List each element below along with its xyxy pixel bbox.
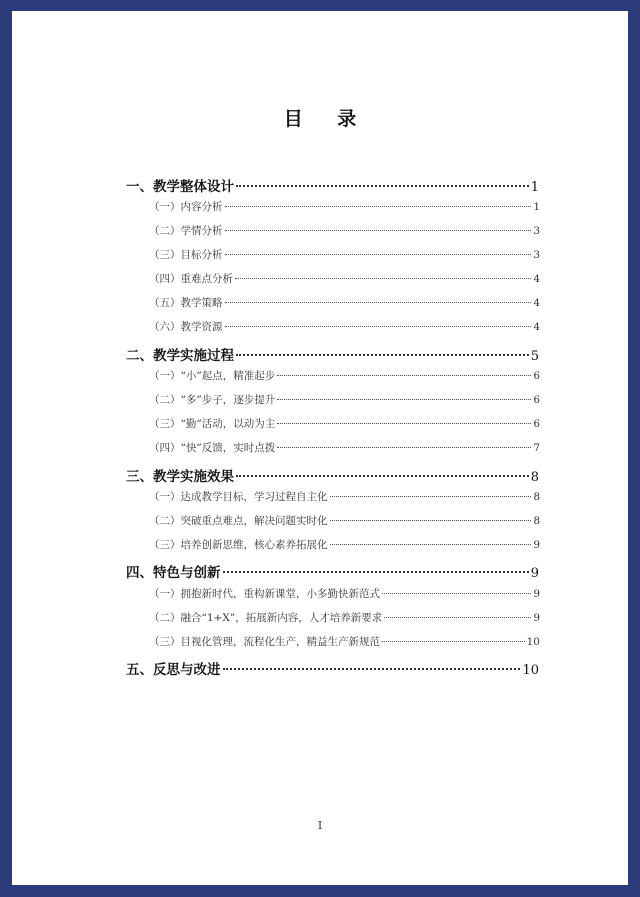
toc-entry-page: 6 bbox=[533, 418, 540, 430]
toc-entry-label: （二）突破重点难点，解决问题实时化 bbox=[149, 515, 328, 527]
toc-subsection-entry[interactable] bbox=[149, 319, 540, 334]
toc-entry-page: 10 bbox=[526, 636, 540, 648]
dot-leader bbox=[223, 571, 529, 573]
toc-subsection-entry[interactable] bbox=[149, 392, 540, 407]
toc-entry-label: （六）教学资源 bbox=[149, 321, 223, 333]
toc-entry-label: 三、教学实施效果 bbox=[126, 469, 234, 485]
dot-leader bbox=[382, 641, 525, 642]
dot-leader bbox=[236, 185, 529, 187]
dot-leader bbox=[236, 475, 529, 477]
dot-leader bbox=[277, 399, 531, 400]
toc-entry-page: 8 bbox=[530, 470, 539, 485]
toc-subsection-entry[interactable] bbox=[149, 271, 540, 286]
dot-leader bbox=[235, 278, 531, 279]
dot-leader bbox=[223, 668, 521, 670]
dot-leader bbox=[382, 593, 531, 594]
toc-entry-label: 四、特色与创新 bbox=[126, 565, 221, 581]
toc-entry-label: （三）目视化管理，流程化生产，精益生产新规范 bbox=[149, 636, 380, 648]
toc-entry-label: （三）“勤”活动，以动为主 bbox=[149, 418, 276, 430]
toc-entry-page: 9 bbox=[533, 612, 540, 624]
toc-subsection-entry[interactable] bbox=[149, 489, 540, 504]
toc-entry-page: 1 bbox=[530, 180, 539, 195]
toc-entry-page: 8 bbox=[533, 515, 540, 527]
dot-leader bbox=[277, 423, 531, 424]
toc-subsection-entry[interactable] bbox=[149, 199, 540, 214]
dot-leader bbox=[330, 544, 532, 545]
dot-leader bbox=[330, 496, 532, 497]
toc-section-entry[interactable] bbox=[126, 465, 539, 485]
dot-leader bbox=[225, 302, 532, 303]
toc-subsection-entry[interactable] bbox=[149, 223, 540, 238]
toc-entry-page: 1 bbox=[533, 201, 540, 213]
toc-subsection-entry[interactable] bbox=[149, 416, 540, 431]
toc-subsection-entry[interactable] bbox=[149, 247, 540, 262]
toc-entry-label: （一）达成教学目标，学习过程自主化 bbox=[149, 491, 328, 503]
toc-entry-page: 3 bbox=[533, 225, 540, 237]
toc-section-entry[interactable] bbox=[126, 175, 539, 195]
toc-subsection-entry[interactable] bbox=[149, 440, 540, 455]
dot-leader bbox=[225, 254, 532, 255]
document-page bbox=[12, 11, 628, 885]
toc-entry-label: （四）重难点分析 bbox=[149, 273, 233, 285]
toc-entry-page: 9 bbox=[533, 539, 540, 551]
toc-entry-label: （一）拥抱新时代，重构新课堂，小多勤快新范式 bbox=[149, 588, 380, 600]
toc-entry-page: 5 bbox=[530, 349, 539, 364]
toc-entry-page: 6 bbox=[533, 370, 540, 382]
toc-entry-label: （三）培养创新思维，核心素养拓展化 bbox=[149, 539, 328, 551]
toc-subsection-entry[interactable] bbox=[149, 513, 540, 528]
toc-section-entry[interactable] bbox=[126, 344, 539, 364]
toc-entry-label: （二）学情分析 bbox=[149, 225, 223, 237]
page-number: I bbox=[317, 819, 323, 832]
toc-subsection-entry[interactable] bbox=[149, 368, 540, 383]
toc-entry-page: 3 bbox=[533, 249, 540, 261]
dot-leader bbox=[277, 447, 531, 448]
toc-title: 目 录 bbox=[283, 108, 371, 130]
toc-entry-label: （四）“快”反馈，实时点拨 bbox=[149, 442, 276, 454]
toc-subsection-entry[interactable] bbox=[149, 634, 540, 649]
toc-entry-page: 9 bbox=[530, 566, 539, 581]
dot-leader bbox=[225, 206, 532, 207]
toc-entry-label: 五、反思与改进 bbox=[126, 662, 221, 678]
toc-section-entry[interactable] bbox=[126, 561, 539, 581]
toc-section-entry[interactable] bbox=[126, 658, 539, 678]
toc-entry-page: 4 bbox=[533, 273, 540, 285]
toc-entry-page: 4 bbox=[533, 321, 540, 333]
dot-leader bbox=[225, 230, 532, 231]
toc-entry-page: 10 bbox=[522, 663, 539, 678]
toc-entry-page: 4 bbox=[533, 297, 540, 309]
toc-entry-label: （二）融合“1+X”，拓展新内容，人才培养新要求 bbox=[149, 612, 383, 624]
toc-entry-label: （三）目标分析 bbox=[149, 249, 223, 261]
dot-leader bbox=[236, 354, 529, 356]
toc-entry-label: （一）“小”起点，精准起步 bbox=[149, 370, 276, 382]
toc-subsection-entry[interactable] bbox=[149, 586, 540, 601]
toc-subsection-entry[interactable] bbox=[149, 537, 540, 552]
dot-leader bbox=[277, 375, 531, 376]
toc-entry-page: 9 bbox=[533, 588, 540, 600]
dot-leader bbox=[330, 520, 532, 521]
toc-entry-label: （一）内容分析 bbox=[149, 201, 223, 213]
toc-entry-label: 一、教学整体设计 bbox=[126, 179, 234, 195]
toc-entry-page: 6 bbox=[533, 394, 540, 406]
toc-entry-page: 7 bbox=[533, 442, 540, 454]
toc-entry-label: 二、教学实施过程 bbox=[126, 348, 234, 364]
table-of-contents bbox=[12, 11, 628, 885]
toc-entry-label: （五）教学策略 bbox=[149, 297, 223, 309]
toc-entry-page: 8 bbox=[533, 491, 540, 503]
dot-leader bbox=[384, 617, 531, 618]
dot-leader bbox=[225, 326, 532, 327]
toc-subsection-entry[interactable] bbox=[149, 610, 540, 625]
toc-subsection-entry[interactable] bbox=[149, 295, 540, 310]
toc-entry-label: （二）“多”步子，逐步提升 bbox=[149, 394, 276, 406]
